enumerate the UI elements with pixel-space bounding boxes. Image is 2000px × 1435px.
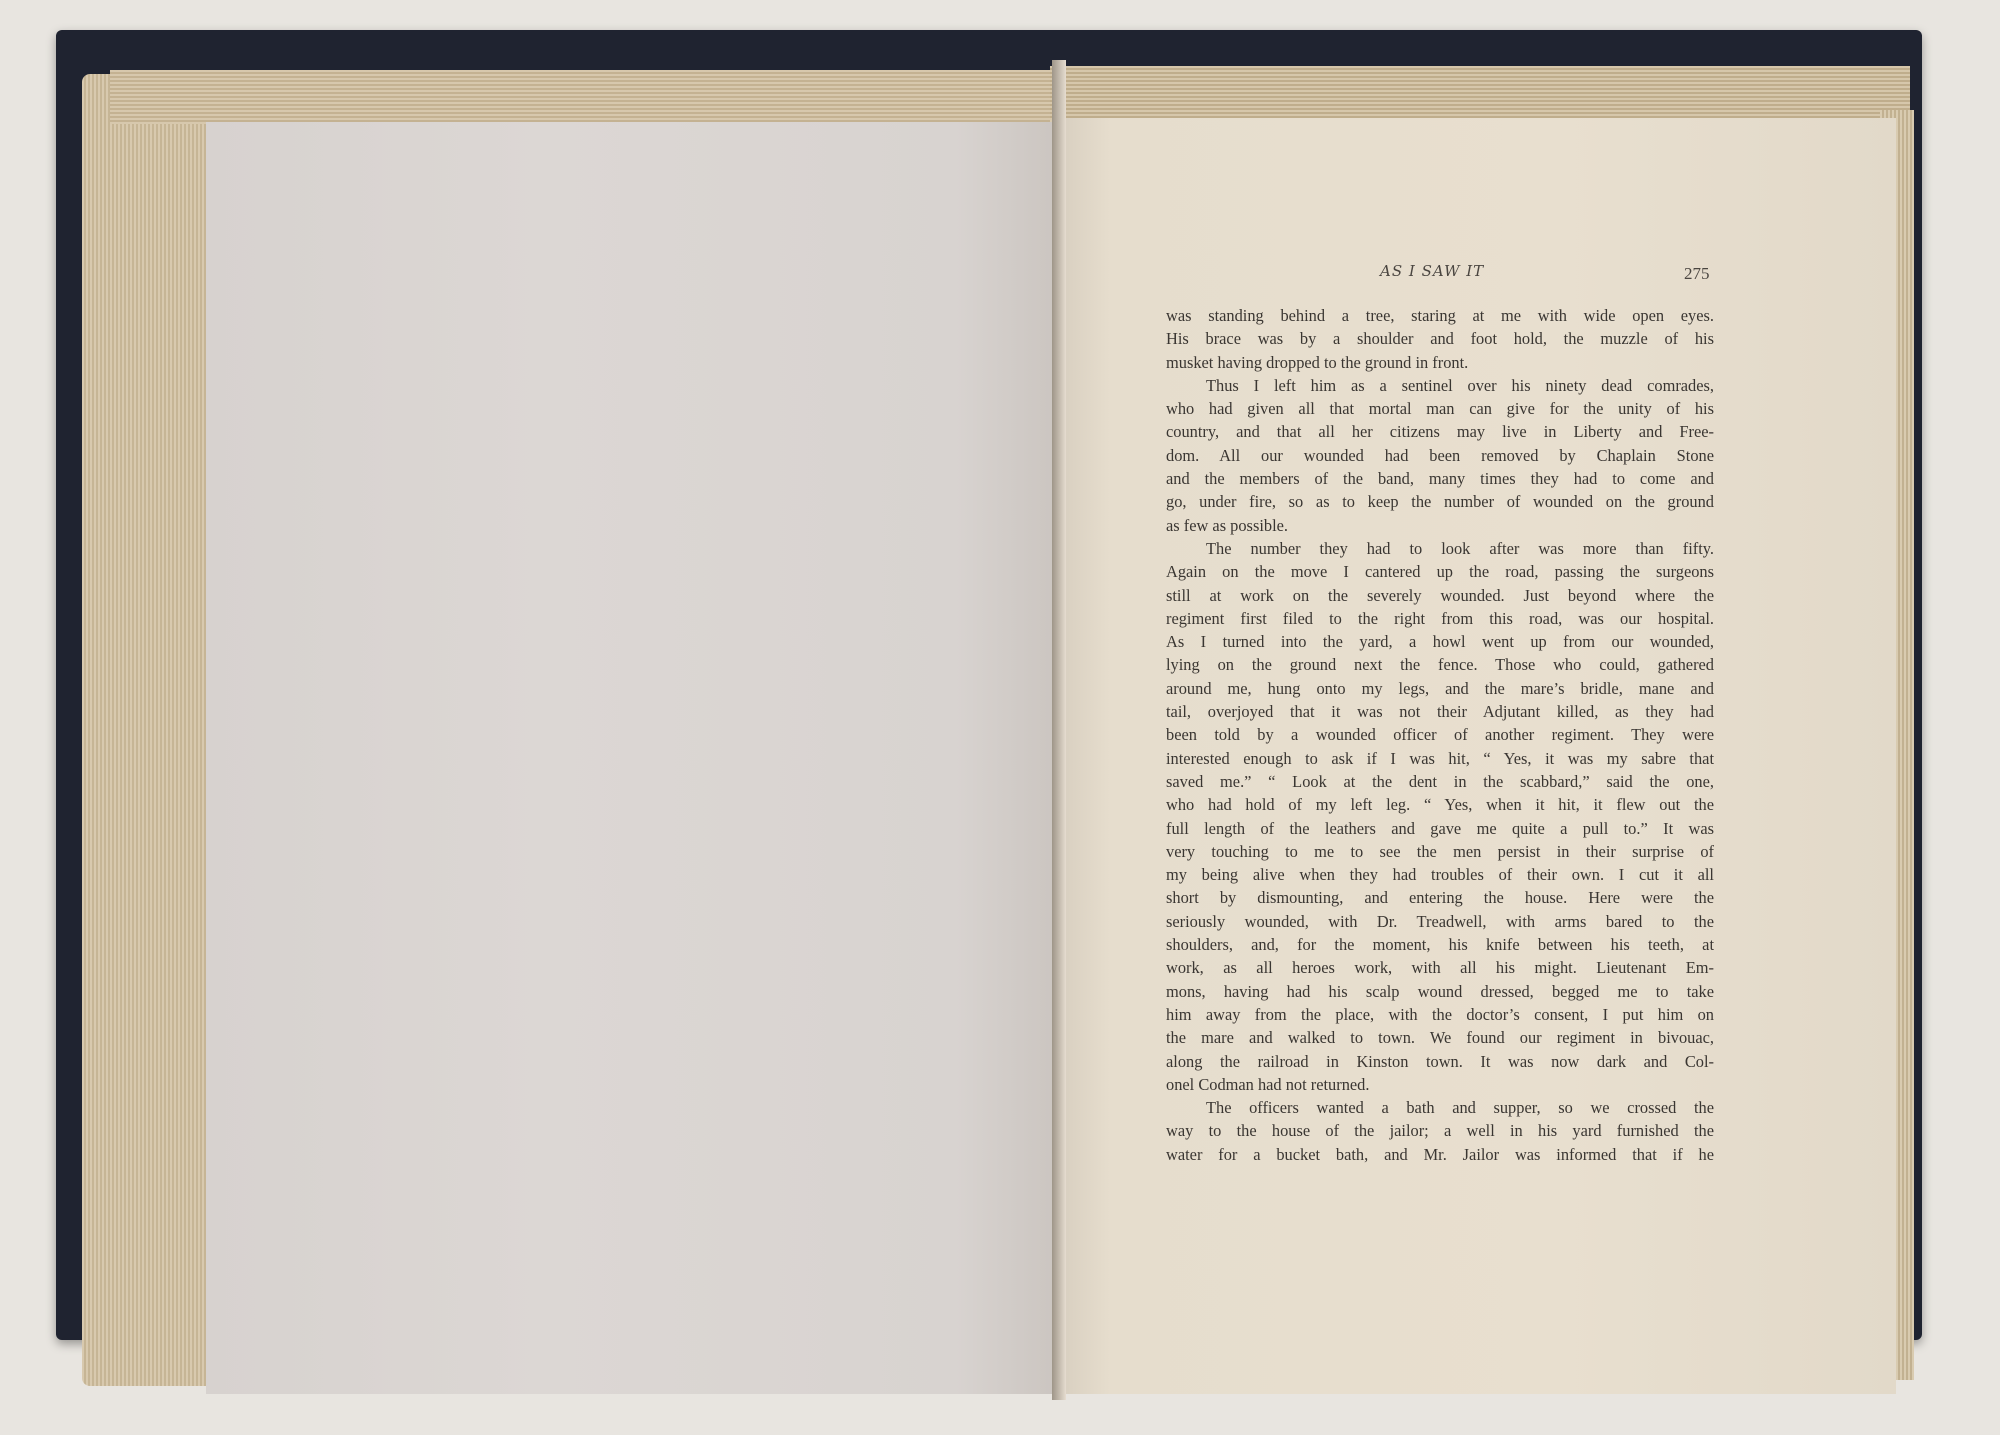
- text-line: Thus I left him as a sentinel over his ninety dead comrades,: [1206, 375, 1714, 395]
- text-line: around me, hung onto my legs, and the mare’s bridle, mane and: [1166, 678, 1714, 698]
- text-line: Again on the move I cantered up the road, passing the surgeons: [1166, 562, 1714, 582]
- text-line: very touching to me to see the men persist in their surprise of: [1166, 841, 1714, 861]
- text-line: saved me.” “ Look at the dent in the scabbard,” said the one,: [1166, 771, 1714, 791]
- text-line: country, and that all her citizens may live in Liberty and Free-: [1166, 422, 1714, 442]
- text-line: full length of the leathers and gave me quite a pull to.” It was: [1166, 818, 1714, 838]
- top-right-page-edges: [1050, 66, 1910, 120]
- text-line: work, as all heroes work, with all his might. Lieutenant Em-: [1166, 958, 1714, 978]
- text-line: shoulders, and, for the moment, his knife between his teeth, at: [1166, 935, 1714, 955]
- text-line: still at work on the severely wounded. Just beyond where the: [1166, 585, 1714, 605]
- text-line: musket having dropped to the ground in front.: [1166, 352, 1469, 372]
- text-line: onel Codman had not returned.: [1166, 1074, 1370, 1094]
- text-line: short by dismounting, and entering the house. Here were the: [1166, 888, 1714, 908]
- text-line: way to the house of the jailor; a well in his yard furnished the: [1166, 1121, 1714, 1141]
- top-left-page-edges: [110, 70, 1050, 124]
- text-line: interested enough to ask if I was hit, “ Yes, it was my sabre that: [1166, 748, 1714, 768]
- text-line: tail, overjoyed that it was not their Adjutant killed, as they had: [1166, 702, 1714, 722]
- text-line: the mare and walked to town. We found our regiment in bivouac,: [1166, 1028, 1714, 1048]
- text-line: As I turned into the yard, a howl went up from our wounded,: [1166, 632, 1714, 652]
- running-head: AS I SAW IT: [1380, 262, 1485, 280]
- text-line: water for a bucket bath, and Mr. Jailor was informed that if he: [1166, 1144, 1714, 1164]
- text-line: and the members of the band, many times they had to come and: [1166, 469, 1714, 489]
- text-line: mons, having had his scalp wound dressed, begged me to take: [1166, 981, 1714, 1001]
- text-line: as few as possible.: [1166, 515, 1288, 535]
- page-number: 275: [1684, 264, 1710, 283]
- text-line: lying on the ground next the fence. Those who could, gathered: [1166, 655, 1714, 675]
- text-line: him away from the place, with the doctor’s consent, I put him on: [1166, 1004, 1714, 1024]
- text-line: been told by a wounded officer of another regiment. They were: [1166, 725, 1714, 745]
- page-body-text: [1166, 304, 1714, 1166]
- text-line: was standing behind a tree, staring at me with wide open eyes.: [1166, 306, 1714, 325]
- text-line: who had given all that mortal man can give for the unity of his: [1166, 399, 1714, 419]
- text-line: seriously wounded, with Dr. Treadwell, with arms bared to the: [1166, 911, 1714, 931]
- text-line: along the railroad in Kinston town. It was now dark and Col-: [1166, 1051, 1714, 1071]
- text-line: go, under fire, so as to keep the number of wounded on the ground: [1166, 492, 1714, 512]
- text-line: His brace was by a shoulder and foot hold, the muzzle of his: [1166, 329, 1714, 349]
- text-line: my being alive when they had troubles of their own. I cut it all: [1166, 865, 1714, 885]
- text-line: The officers wanted a bath and supper, so we crossed the: [1206, 1098, 1714, 1118]
- text-line: regiment first filed to the right from this road, was our hospital.: [1166, 608, 1714, 628]
- book-gutter: [1052, 60, 1066, 1400]
- left-blank-page: [206, 122, 1058, 1394]
- text-line: The number they had to look after was more than fifty.: [1206, 538, 1714, 558]
- text-line: dom. All our wounded had been removed by Chaplain Stone: [1166, 445, 1714, 465]
- text-line: who had hold of my left leg. “ Yes, when it hit, it flew out the: [1166, 795, 1714, 815]
